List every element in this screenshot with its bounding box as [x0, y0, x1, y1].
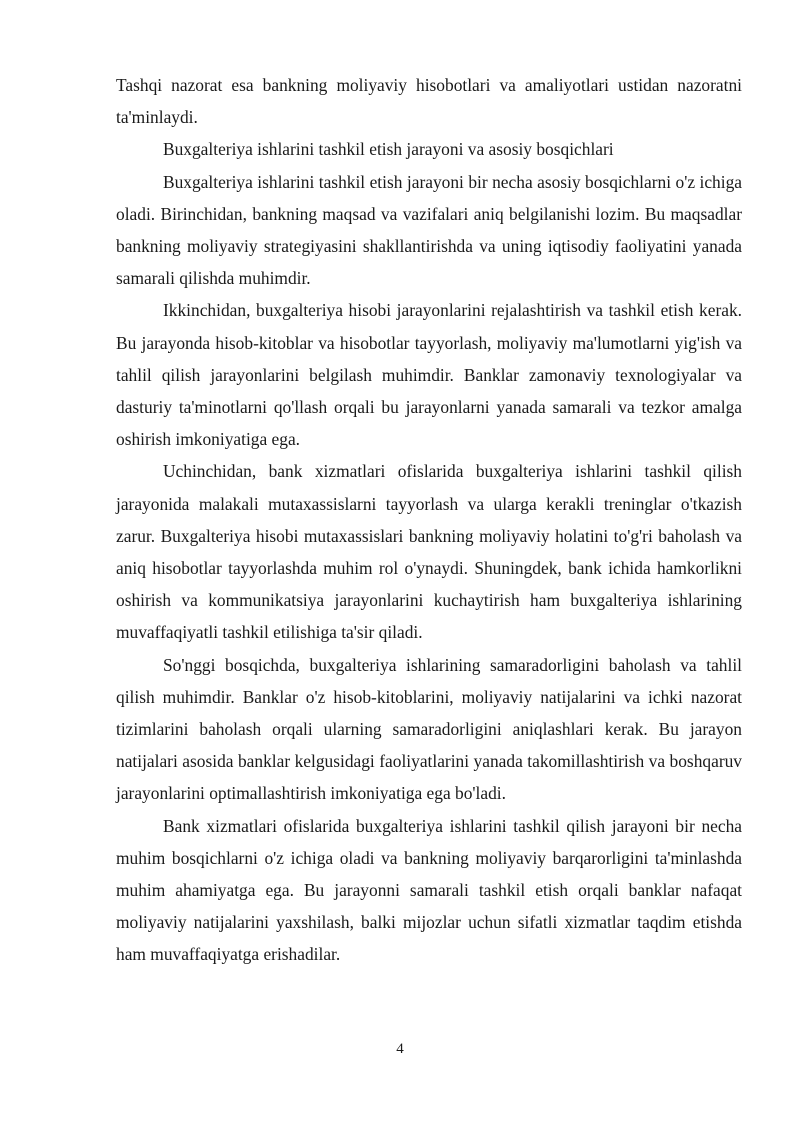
paragraph: Ikkinchidan, buxgalteriya hisobi jarayonlarini rejalashtirish va tashkil etish kerak. Bu jarayonda hisob-kitoblar va hisobotlar tayyorlash, moliyaviy ma'lumotlarni yig'ish va tahlil qilish jarayonlarini belgilash muhimdir. Banklar zamonaviy texnologiyalar va dasturiy ta'minotlarni qo'llash orqali bu jarayonlarni yanada samarali va tezkor amalga oshirish imkoniyatiga ega. — [116, 300, 742, 450]
page-number: 4 — [396, 1041, 404, 1057]
body-text — [116, 69, 742, 971]
paragraph: Buxgalteriya ishlarini tashkil etish jarayoni bir necha asosiy bosqichlarni o'z ichiga oladi. Birinchidan, bankning maqsad va vazifalari aniq belgilanishi lozim. Bu maqsadlar bankning moliyaviy strategiyasini shakllantirishda va uning iqtisodiy faoliyatini yanada samarali qilishda muhimdir. — [116, 171, 742, 289]
paragraph-continuation: Tashqi nazorat esa bankning moliyaviy hisobotlari va amaliyotlari ustidan nazoratni ta'minlaydi. — [116, 75, 742, 128]
section-heading: Buxgalteriya ishlarini tashkil etish jarayoni va asosiy bosqichlari — [163, 139, 614, 160]
paragraph: Uchinchidan, bank xizmatlari ofislarida buxgalteriya ishlarini tashkil qilish jarayonida malakali mutaxassislarni tayyorlash va ularga kerakli treninglar o'tkazish zarur. Buxgalteriya hisobi mutaxassislari bankning moliyaviy holatini to'g'ri baholash va aniq hisobotlar tayyorlashda muhim rol o'ynaydi. Shuningdek, bank ichida hamkorlikni oshirish va kommunikatsiya jarayonlarini kuchaytirish ham buxgalteriya ishlarining muvaffaqiyatli tashkil etilishiga ta'sir qiladi. — [116, 461, 742, 643]
paragraph: Bank xizmatlari ofislarida buxgalteriya ishlarini tashkil qilish jarayoni bir necha muhim bosqichlarni o'z ichiga oladi va bankning moliyaviy barqarorligini ta'minlashda muhim ahamiyatga ega. Bu jarayonni samarali tashkil etish orqali banklar nafaqat moliyaviy natijalarini yaxshilash, balki mijozlar uchun sifatli xizmatlar taqdim etishda ham muvaffaqiyatga erishadilar. — [116, 815, 742, 965]
paragraph: So'nggi bosqichda, buxgalteriya ishlarining samaradorligini baholash va tahlil qilish muhimdir. Banklar o'z hisob-kitoblarini, moliyaviy natijalarini va ichki nazorat tizimlarini baholash orqali ularning samaradorligini aniqlashlari kerak. Bu jarayon natijalari asosida banklar kelgusidagi faoliyatlarini yanada takomillashtirish va boshqaruv jarayonlarini optimallashtirish imkoniyatiga ega bo'ladi. — [116, 654, 742, 804]
